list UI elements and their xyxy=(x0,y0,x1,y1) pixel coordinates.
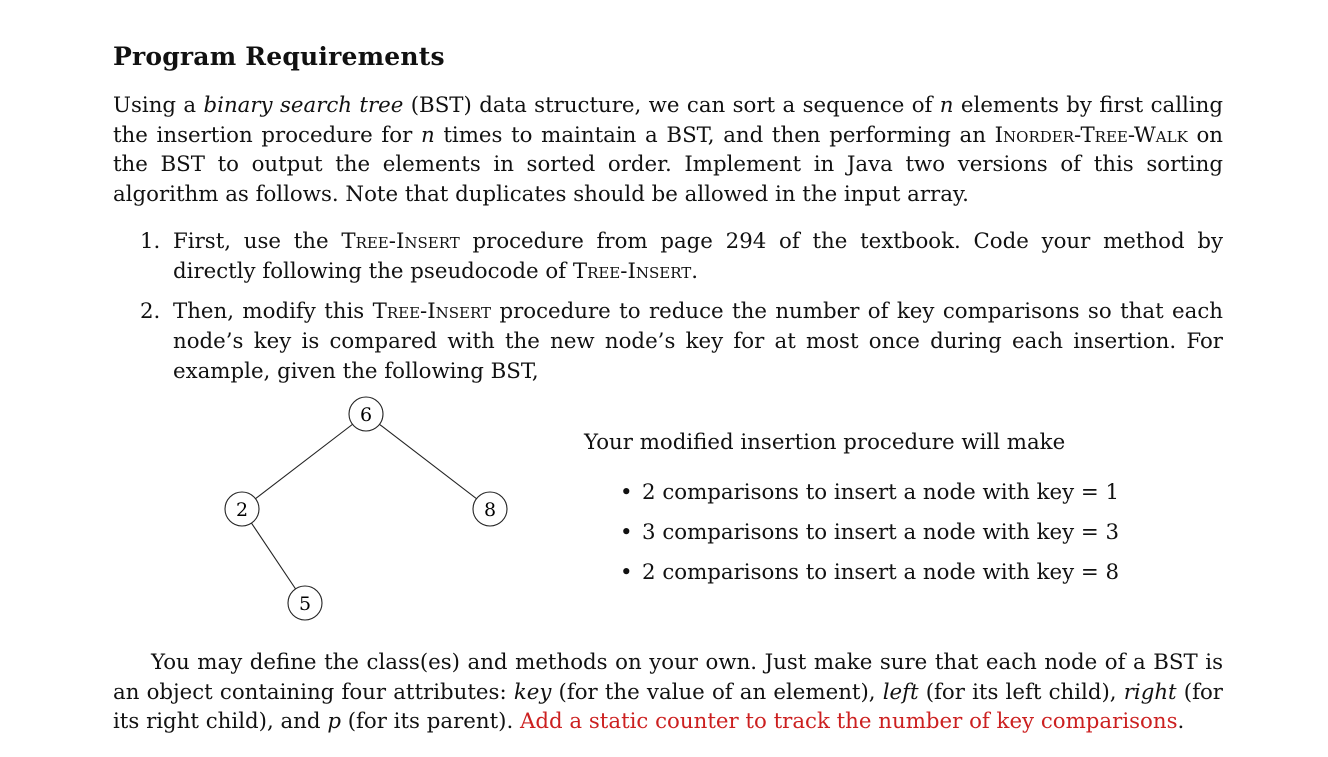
intro-text: on the BST to output the elements in sorted order. Implement in Java two versions of this sorting algorithm as follows. Note that duplicates should be allowed in the input array. xyxy=(113,122,1223,208)
closing-paragraph xyxy=(113,648,1223,737)
tree-insert-term: Tree-Insert xyxy=(341,229,460,254)
intro-text: elements by first calling the insertion procedure for xyxy=(113,93,1224,148)
closing-text: (for its right child), and xyxy=(113,679,1223,735)
tree-edge xyxy=(242,414,366,509)
node-key: 8 xyxy=(483,499,497,521)
math-n: n xyxy=(939,93,954,118)
step-text: procedure from page 294 of the textbook. Code your method by directly following the pseudocode of xyxy=(173,229,1223,284)
list-item: • 2 comparisons to insert a node with key = 1 xyxy=(620,478,1119,518)
tree-edge xyxy=(366,414,490,509)
closing-text: You may define the class(es) and methods on your own. Just make sure that each node of a BST is an object containing four attributes: xyxy=(113,650,1223,705)
steps-list xyxy=(113,227,1223,387)
tree-insert-term: Tree-Insert xyxy=(372,299,492,325)
list-number: 1. xyxy=(140,229,161,254)
step-text: . xyxy=(691,258,699,284)
example-lead: Your modified insertion procedure will make xyxy=(584,430,1066,455)
tree-node-left xyxy=(225,492,259,526)
tree-node-root xyxy=(349,397,383,431)
section-heading: Program Requirements xyxy=(113,42,445,71)
attr-left: left xyxy=(882,679,919,705)
attr-key: key xyxy=(513,679,552,705)
list-item: • 2 comparisons to insert a node with key = 8 xyxy=(620,558,1119,598)
bst-diagram xyxy=(218,396,518,626)
node-key: 5 xyxy=(298,593,312,615)
list-number: 2. xyxy=(140,299,161,325)
closing-text: (for the value of an element), xyxy=(551,679,883,705)
bst-term: binary search tree xyxy=(203,93,404,118)
math-n: n xyxy=(420,122,435,148)
highlighted-requirement: Add a static counter to track the number of key comparisons xyxy=(520,709,1178,735)
closing-text: . xyxy=(1177,709,1185,735)
tree-node-left-right xyxy=(288,586,322,620)
comparison-bullets xyxy=(620,478,1119,598)
step-text: Then, modify this xyxy=(173,299,373,325)
inorder-tree-walk-term: Inorder-Tree-Walk xyxy=(994,122,1188,148)
intro-text: (BST) data structure, we can sort a sequence of xyxy=(403,93,940,118)
attr-right: right xyxy=(1123,679,1177,705)
step-text: procedure to reduce the number of key comparisons so that each node’s key is compared with the new node’s key for at most once during each insertion. For example, given the following BST, xyxy=(173,299,1223,384)
list-item xyxy=(113,227,1223,286)
tree-node-right xyxy=(473,492,507,526)
intro-paragraph xyxy=(113,91,1223,210)
closing-text: (for its parent). xyxy=(340,709,520,735)
attr-p: p xyxy=(327,709,341,735)
node-key: 6 xyxy=(359,404,373,426)
closing-text: (for its left child), xyxy=(918,679,1124,705)
step-text: First, use the xyxy=(173,229,342,254)
list-item: • 3 comparisons to insert a node with key = 3 xyxy=(620,518,1119,558)
tree-insert-term: Tree-Insert xyxy=(572,258,692,284)
intro-text: times to maintain a BST, and then performing an xyxy=(434,122,995,148)
list-item xyxy=(113,297,1223,386)
node-key: 2 xyxy=(235,499,249,521)
intro-text: Using a xyxy=(113,93,204,118)
